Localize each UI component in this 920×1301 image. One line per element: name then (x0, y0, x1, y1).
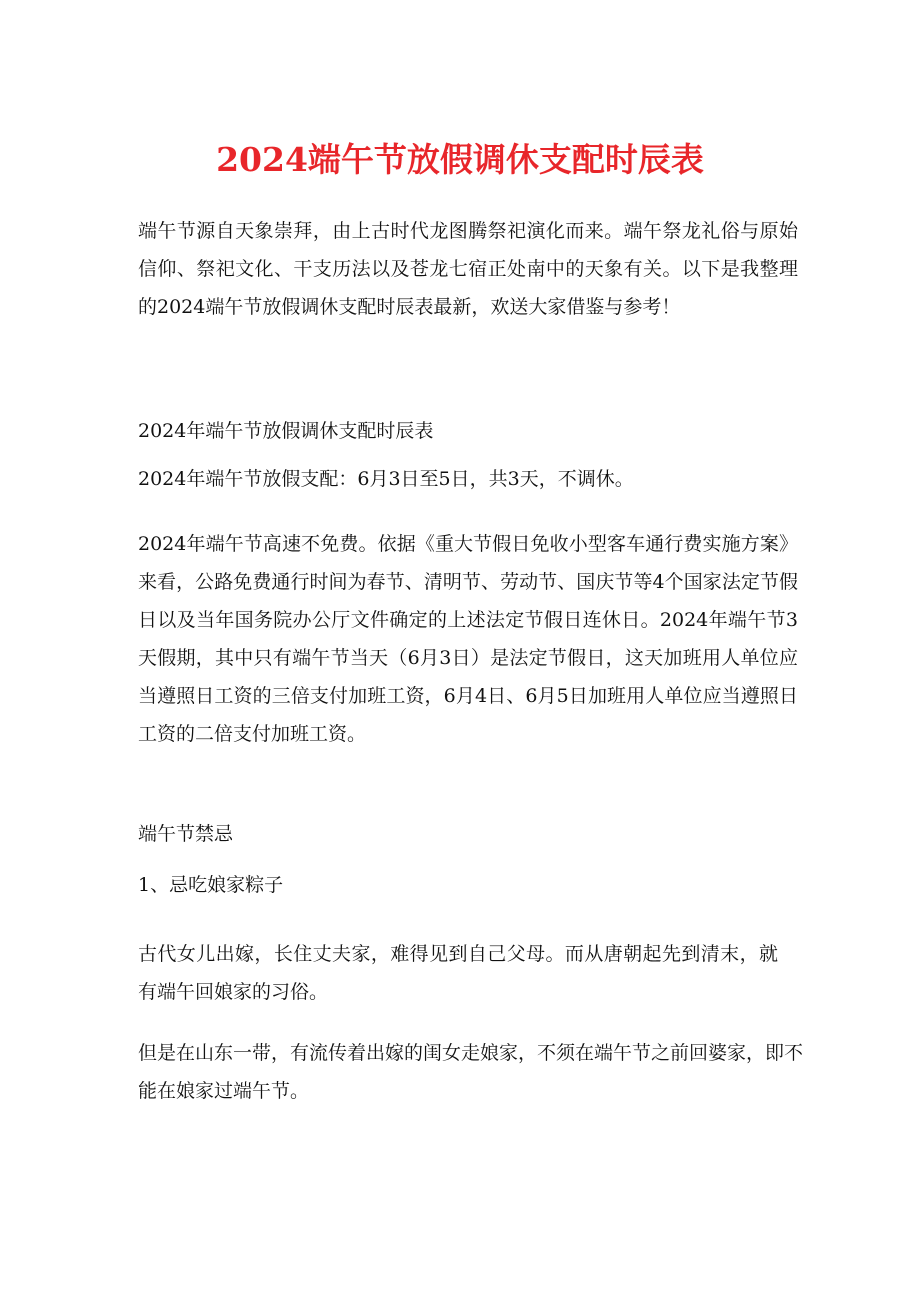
holiday-arrangement: 2024年端午节放假支配：6月3日至5日，共3天，不调休。 (138, 468, 634, 490)
taboo-item-1: 1、忌吃娘家粽子 (138, 874, 284, 896)
story-paragraph-1: 古代女儿出嫁，长住丈夫家，难得见到自己父母。而从唐朝起先到清末，就有端午回娘家的习俗。 (138, 943, 778, 1003)
document-title: 2024端午节放假调休支配时辰表 (216, 140, 704, 179)
taboo-heading: 端午节禁忌 (138, 823, 234, 845)
section-heading: 2024年端午节放假调休支配时辰表 (138, 420, 434, 442)
toll-paragraph: 2024年端午节高速不免费。依据《重大节假日免收小型客车通行费实施方案》来看，公路免费通行时间为春节、清明节、劳动节、国庆节等4个国家法定节假日以及当年国务院办公厅文件确定的上述法定节假日连休日。2024年端午节3天假期，其中只有端午节当天（6月3日）是法定节假日，这天加班用人单位应当遵照日工资的三倍支付加班工资，6月4日、6月5日加班用人单位应当遵照日工资的二倍支付加班工资。 (138, 533, 798, 745)
intro-paragraph: 端午节源自天象崇拜，由上古时代龙图腾祭祀演化而来。端午祭龙礼俗与原始信仰、祭祀文化、干支历法以及苍龙七宿正处南中的天象有关。以下是我整理的2024端午节放假调休支配时辰表最新，欢送大家借鉴与参考！ (138, 220, 798, 318)
story-paragraph-2: 但是在山东一带，有流传着出嫁的闺女走娘家，不须在端午节之前回婆家，即不能在娘家过端午节。 (138, 1042, 804, 1102)
